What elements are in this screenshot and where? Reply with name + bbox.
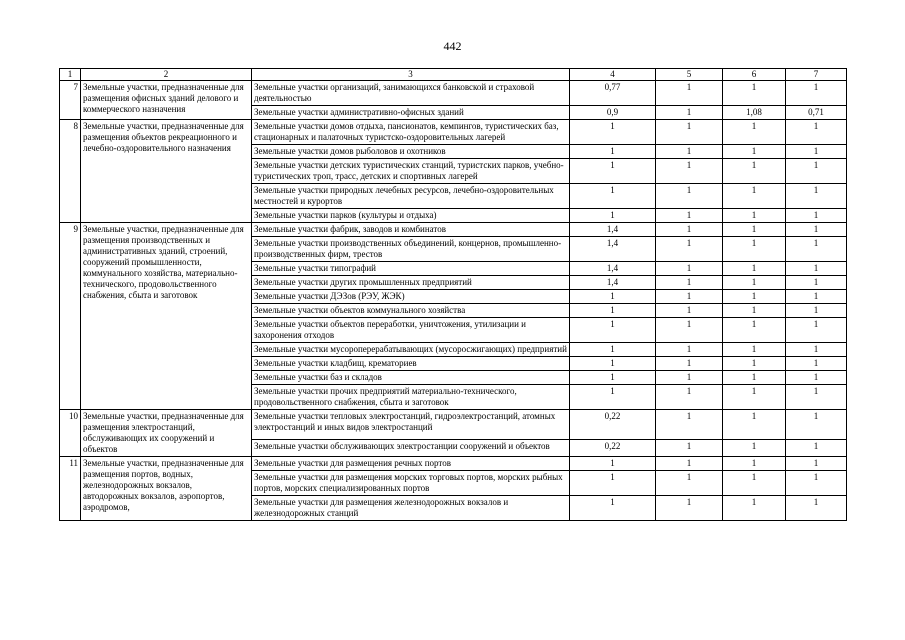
description-cell: Земельные участки детских туристических станций, туристских парков, учебно-туристических троп, трасс, детских и спортивных лагерей <box>252 159 570 184</box>
description-cell: Земельные участки производственных объединений, концернов, промышленно-производственных фирм, трестов <box>252 237 570 262</box>
group-category-cell: Земельные участки, предназначенные для размещения офисных зданий делового и коммерческого назначения <box>81 81 252 120</box>
coefficient-cell: 1 <box>786 145 847 159</box>
header-cell: 6 <box>723 69 786 81</box>
header-cell: 7 <box>786 69 847 81</box>
description-cell: Земельные участки объектов коммунального хозяйства <box>252 304 570 318</box>
description-cell: Земельные участки для размещения морских торговых портов, морских рыбных портов, морских специализированных портов <box>252 471 570 496</box>
description-cell: Земельные участки для размещения речных портов <box>252 457 570 471</box>
coefficient-cell: 1 <box>723 159 786 184</box>
group-number-cell: 11 <box>60 457 81 521</box>
description-cell: Земельные участки домов отдыха, пансионатов, кемпингов, туристических баз, стационарных и палаточных туристско-оздоровительных лагерей <box>252 120 570 145</box>
coefficient-cell: 1 <box>723 304 786 318</box>
coefficient-cell: 1 <box>786 237 847 262</box>
coefficient-cell: 1,4 <box>570 276 656 290</box>
description-cell: Земельные участки организаций, занимающихся банковской и страховой деятельностью <box>252 81 570 106</box>
coefficient-cell: 1 <box>786 209 847 223</box>
coefficient-cell: 1 <box>570 371 656 385</box>
coefficient-cell: 1 <box>786 290 847 304</box>
group-category-cell: Земельные участки, предназначенные для размещения электростанций, обслуживающих их сооружений и объектов <box>81 410 252 457</box>
coefficient-cell: 1 <box>656 371 723 385</box>
coefficient-cell: 1 <box>786 318 847 343</box>
coefficient-cell: 1 <box>723 471 786 496</box>
coefficient-cell: 1 <box>723 496 786 521</box>
coefficient-cell: 1,08 <box>723 106 786 120</box>
coefficient-cell: 1 <box>656 304 723 318</box>
coefficient-cell: 1 <box>656 120 723 145</box>
description-cell: Земельные участки кладбищ, крематориев <box>252 357 570 371</box>
coefficient-cell: 1 <box>656 457 723 471</box>
coefficient-cell: 1 <box>656 159 723 184</box>
coefficient-cell: 1 <box>786 343 847 357</box>
coefficient-cell: 1 <box>786 471 847 496</box>
coefficient-cell: 1 <box>786 81 847 106</box>
coefficient-cell: 1 <box>656 209 723 223</box>
group-category-cell: Земельные участки, предназначенные для размещения производственных и административных зданий, строений, сооружений промышленности, коммунального хозяйства, материально-технического, продовольственного снабжения, сбыта и заготовок <box>81 223 252 410</box>
coefficient-cell: 0,22 <box>570 410 656 440</box>
group-number-cell: 8 <box>60 120 81 223</box>
coefficient-cell: 1 <box>656 471 723 496</box>
description-cell: Земельные участки ДЭЗов (РЭУ, ЖЭК) <box>252 290 570 304</box>
description-cell: Земельные участки административно-офисных зданий <box>252 106 570 120</box>
coefficient-cell: 1 <box>570 290 656 304</box>
coefficient-cell: 1 <box>570 318 656 343</box>
coefficient-cell: 1,4 <box>570 223 656 237</box>
coefficient-cell: 1 <box>570 457 656 471</box>
coefficient-cell: 1 <box>656 496 723 521</box>
coefficient-cell: 1 <box>723 184 786 209</box>
coefficient-cell: 0,71 <box>786 106 847 120</box>
coefficient-cell: 1 <box>656 440 723 457</box>
coefficient-cell: 1 <box>656 385 723 410</box>
coefficient-cell: 1,4 <box>570 237 656 262</box>
group-number-cell: 7 <box>60 81 81 120</box>
description-cell: Земельные участки объектов переработки, уничтожения, утилизации и захоронения отходов <box>252 318 570 343</box>
coefficient-cell: 1 <box>723 385 786 410</box>
coefficient-cell: 1 <box>786 371 847 385</box>
coefficient-cell: 1 <box>570 385 656 410</box>
coefficient-cell: 1 <box>786 496 847 521</box>
coefficient-cell: 1 <box>786 410 847 440</box>
coefficient-cell: 1 <box>723 290 786 304</box>
coefficient-cell: 1 <box>786 276 847 290</box>
coefficient-cell: 1 <box>723 318 786 343</box>
page-number: 442 <box>443 39 462 53</box>
coefficient-cell: 1 <box>723 145 786 159</box>
coefficient-cell: 1 <box>786 304 847 318</box>
group-number-cell: 10 <box>60 410 81 457</box>
group-category-cell: Земельные участки, предназначенные для размещения портов, водных, железнодорожных вокзалов, автодорожных вокзалов, аэропортов, аэродромов, <box>81 457 252 521</box>
coefficient-cell: 1 <box>570 304 656 318</box>
header-row <box>60 69 847 81</box>
coefficient-cell: 1 <box>723 343 786 357</box>
header-cell: 3 <box>252 69 570 81</box>
header-cell: 4 <box>570 69 656 81</box>
table-row <box>60 410 847 440</box>
coefficient-cell: 1 <box>656 237 723 262</box>
table-row <box>60 223 847 237</box>
header-cell: 2 <box>81 69 252 81</box>
coefficient-cell: 0,77 <box>570 81 656 106</box>
description-cell: Земельные участки парков (культуры и отдыха) <box>252 209 570 223</box>
coefficient-cell: 1,4 <box>570 262 656 276</box>
coefficient-cell: 1 <box>723 223 786 237</box>
coefficient-cell: 0,9 <box>570 106 656 120</box>
coefficient-cell: 1 <box>656 343 723 357</box>
description-cell: Земельные участки баз и складов <box>252 371 570 385</box>
coefficient-cell: 1 <box>786 457 847 471</box>
coefficient-cell: 1 <box>786 262 847 276</box>
coefficient-cell: 1 <box>723 440 786 457</box>
description-cell: Земельные участки мусороперерабатывающих (мусоросжигающих) предприятий <box>252 343 570 357</box>
description-cell: Земельные участки фабрик, заводов и комбинатов <box>252 223 570 237</box>
description-cell: Земельные участки природных лечебных ресурсов, лечебно-оздоровительных местностей и курортов <box>252 184 570 209</box>
coefficient-cell: 1 <box>723 276 786 290</box>
table-row <box>60 81 847 106</box>
coefficient-cell: 1 <box>723 209 786 223</box>
coefficient-cell: 1 <box>656 106 723 120</box>
coefficient-cell: 1 <box>786 440 847 457</box>
coefficient-cell: 1 <box>656 318 723 343</box>
coefficient-cell: 1 <box>570 343 656 357</box>
coefficient-cell: 1 <box>723 371 786 385</box>
description-cell: Земельные участки других промышленных предприятий <box>252 276 570 290</box>
coefficient-cell: 1 <box>723 81 786 106</box>
coefficient-cell: 1 <box>570 120 656 145</box>
coefficient-cell: 1 <box>656 262 723 276</box>
coefficient-cell: 1 <box>786 120 847 145</box>
coefficient-cell: 1 <box>786 223 847 237</box>
coefficient-cell: 1 <box>570 159 656 184</box>
coefficient-cell: 1 <box>656 184 723 209</box>
coefficient-cell: 1 <box>570 496 656 521</box>
header-cell: 5 <box>656 69 723 81</box>
coefficient-cell: 1 <box>723 120 786 145</box>
coefficient-cell: 1 <box>786 385 847 410</box>
coefficient-cell: 1 <box>656 290 723 304</box>
coefficient-cell: 1 <box>570 184 656 209</box>
coefficient-cell: 1 <box>570 471 656 496</box>
coefficient-cell: 1 <box>786 159 847 184</box>
coefficient-cell: 1 <box>656 410 723 440</box>
coefficient-cell: 1 <box>723 357 786 371</box>
coefficient-cell: 1 <box>656 276 723 290</box>
coefficient-cell: 1 <box>656 223 723 237</box>
coefficient-cell: 1 <box>656 145 723 159</box>
rates-table <box>59 68 847 521</box>
coefficient-cell: 1 <box>723 457 786 471</box>
header-cell: 1 <box>60 69 81 81</box>
coefficient-cell: 1 <box>570 209 656 223</box>
coefficient-cell: 1 <box>656 81 723 106</box>
description-cell: Земельные участки типографий <box>252 262 570 276</box>
coefficient-cell: 1 <box>786 357 847 371</box>
group-number-cell: 9 <box>60 223 81 410</box>
coefficient-cell: 1 <box>656 357 723 371</box>
coefficient-cell: 1 <box>570 145 656 159</box>
coefficient-cell: 1 <box>723 262 786 276</box>
description-cell: Земельные участки тепловых электростанций, гидроэлектростанций, атомных электростанций и иных видов электростанций <box>252 410 570 440</box>
coefficient-cell: 1 <box>723 410 786 440</box>
coefficient-cell: 1 <box>786 184 847 209</box>
coefficient-cell: 0,22 <box>570 440 656 457</box>
description-cell: Земельные участки прочих предприятий материально-технического, продовольственного снабжения, сбыта и заготовок <box>252 385 570 410</box>
description-cell: Земельные участки для размещения железнодорожных вокзалов и железнодорожных станций <box>252 496 570 521</box>
table-row <box>60 457 847 471</box>
table-row <box>60 120 847 145</box>
coefficient-cell: 1 <box>723 237 786 262</box>
coefficient-cell: 1 <box>570 357 656 371</box>
description-cell: Земельные участки обслуживающих электростанции сооружений и объектов <box>252 440 570 457</box>
group-category-cell: Земельные участки, предназначенные для размещения объектов рекреационного и лечебно-оздоровительного назначения <box>81 120 252 223</box>
description-cell: Земельные участки домов рыболовов и охотников <box>252 145 570 159</box>
